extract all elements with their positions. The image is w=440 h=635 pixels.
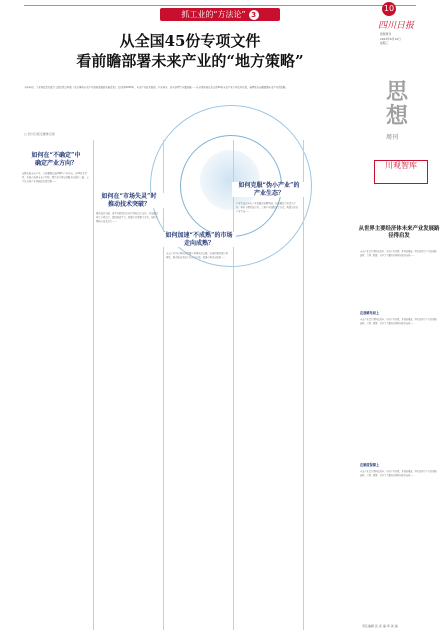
column-logo: 川观智库	[374, 160, 428, 184]
sidebar-article-title: 从世界主要经济体未来产业发展路径得启发	[358, 226, 440, 239]
edition-line: 思想周刊	[380, 32, 392, 36]
sidebar-article-text: 未来产业是引领科技进步、带动产业升级、开辟新赛道、塑造新质生产力的战略选择。美国、欧盟、日本等主要经济体纷纷加快布局……	[360, 250, 437, 257]
column-divider	[93, 140, 94, 630]
page-footer: 责任编辑 张 虎 编 审 美 编	[362, 624, 398, 628]
sidebar-subheading-1: 在战略布局上	[360, 311, 380, 315]
headline-line-1: 从全国45份专项文件	[119, 32, 261, 50]
kicker-number: 3	[249, 10, 259, 20]
question-heading-1	[22, 152, 90, 167]
newspaper-logo: 四川日报	[378, 21, 415, 31]
body-column-3: 未来产业的市场培育需要应用场景的支撑。各地积极开放应用场景，推动新技术新产品示范应用，加速市场走向成熟……	[166, 252, 229, 260]
section-title	[382, 80, 412, 128]
body-column-4: 产业生态是未来产业发展的重要基础。各地通过引育龙头企业、培育专精特新企业、完善产业链配套等方式，构建良好的产业生态……	[236, 202, 299, 214]
kicker-label: 抓工业的“方法论”	[181, 10, 246, 19]
question-2-title: 如何在“市场失灵”时	[101, 193, 157, 200]
question-3-sub: 走向成熟？	[183, 239, 214, 247]
top-rule	[24, 5, 416, 6]
question-heading-3	[162, 232, 236, 247]
page-number-badge: 10	[382, 2, 396, 16]
question-2-sub: 推动技术突破？	[107, 200, 150, 208]
column-divider	[303, 140, 304, 630]
question-1-sub: 确定产业方向？	[34, 159, 77, 167]
lead-paragraph: 今年年初，工业和信息化部等七部门联合印发《关于推动未来产业创新发展的实施意见》，提出到2025年，未来产业技术创新、产业培育、安全治理等全面发展……从全国各地已出台的45份未来产业专项文件出发，梳理地方前瞻部署未来产业的策略。	[24, 86, 288, 89]
section-label: 周刊	[386, 134, 399, 141]
column-divider	[233, 140, 234, 630]
sidebar-subheading-2: 在制度保障上	[360, 463, 380, 467]
question-heading-4	[232, 182, 306, 197]
question-4-sub: 产业生态？	[253, 189, 284, 197]
sidebar-article-text: 未来产业是引领科技进步、带动产业升级、开辟新赛道、塑造新质生产力的战略选择。美国、欧盟、日本等主要经济体纷纷加快布局……	[360, 470, 437, 477]
body-column-2: 推动技术突破，离不开政策的有效引导和资金支持。各地通过设立专项资金、建设创新平台、组建产业联盟等方式，加快关键核心技术攻关……	[96, 212, 159, 224]
headline-line-2: 看前瞻部署未来产业的“地方策略”	[76, 52, 304, 70]
edition-info	[380, 32, 430, 46]
section-char: 思	[385, 79, 408, 105]
byline: □ 四川日报全媒体记者	[24, 132, 55, 136]
body-column-1: 前瞻布局未来产业，首先要确定选择哪些产业方向。从45份文件看，各地在选择未来产业时，既注重与国家战略方向保持一致，又立足自身产业基础和资源禀赋……	[22, 172, 89, 184]
question-1-title: 如何在“不确定”中	[31, 152, 81, 159]
edition-line: 2023年6月14日	[380, 36, 401, 41]
question-4-title: 如何克服“伪小产业”的	[238, 182, 300, 189]
section-char: 想	[385, 103, 408, 129]
section-kicker	[160, 8, 280, 21]
question-heading-2	[94, 193, 164, 208]
sidebar-article-text: 未来产业是引领科技进步、带动产业升级、开辟新赛道、塑造新质生产力的战略选择。美国、欧盟、日本等主要经济体纷纷加快布局……	[360, 318, 437, 325]
edition-line: 星期三	[380, 41, 389, 45]
question-3-title: 如何加速“不成熟”的市场	[165, 232, 233, 239]
column-divider	[163, 140, 164, 630]
head-silhouette-icon	[200, 150, 260, 210]
